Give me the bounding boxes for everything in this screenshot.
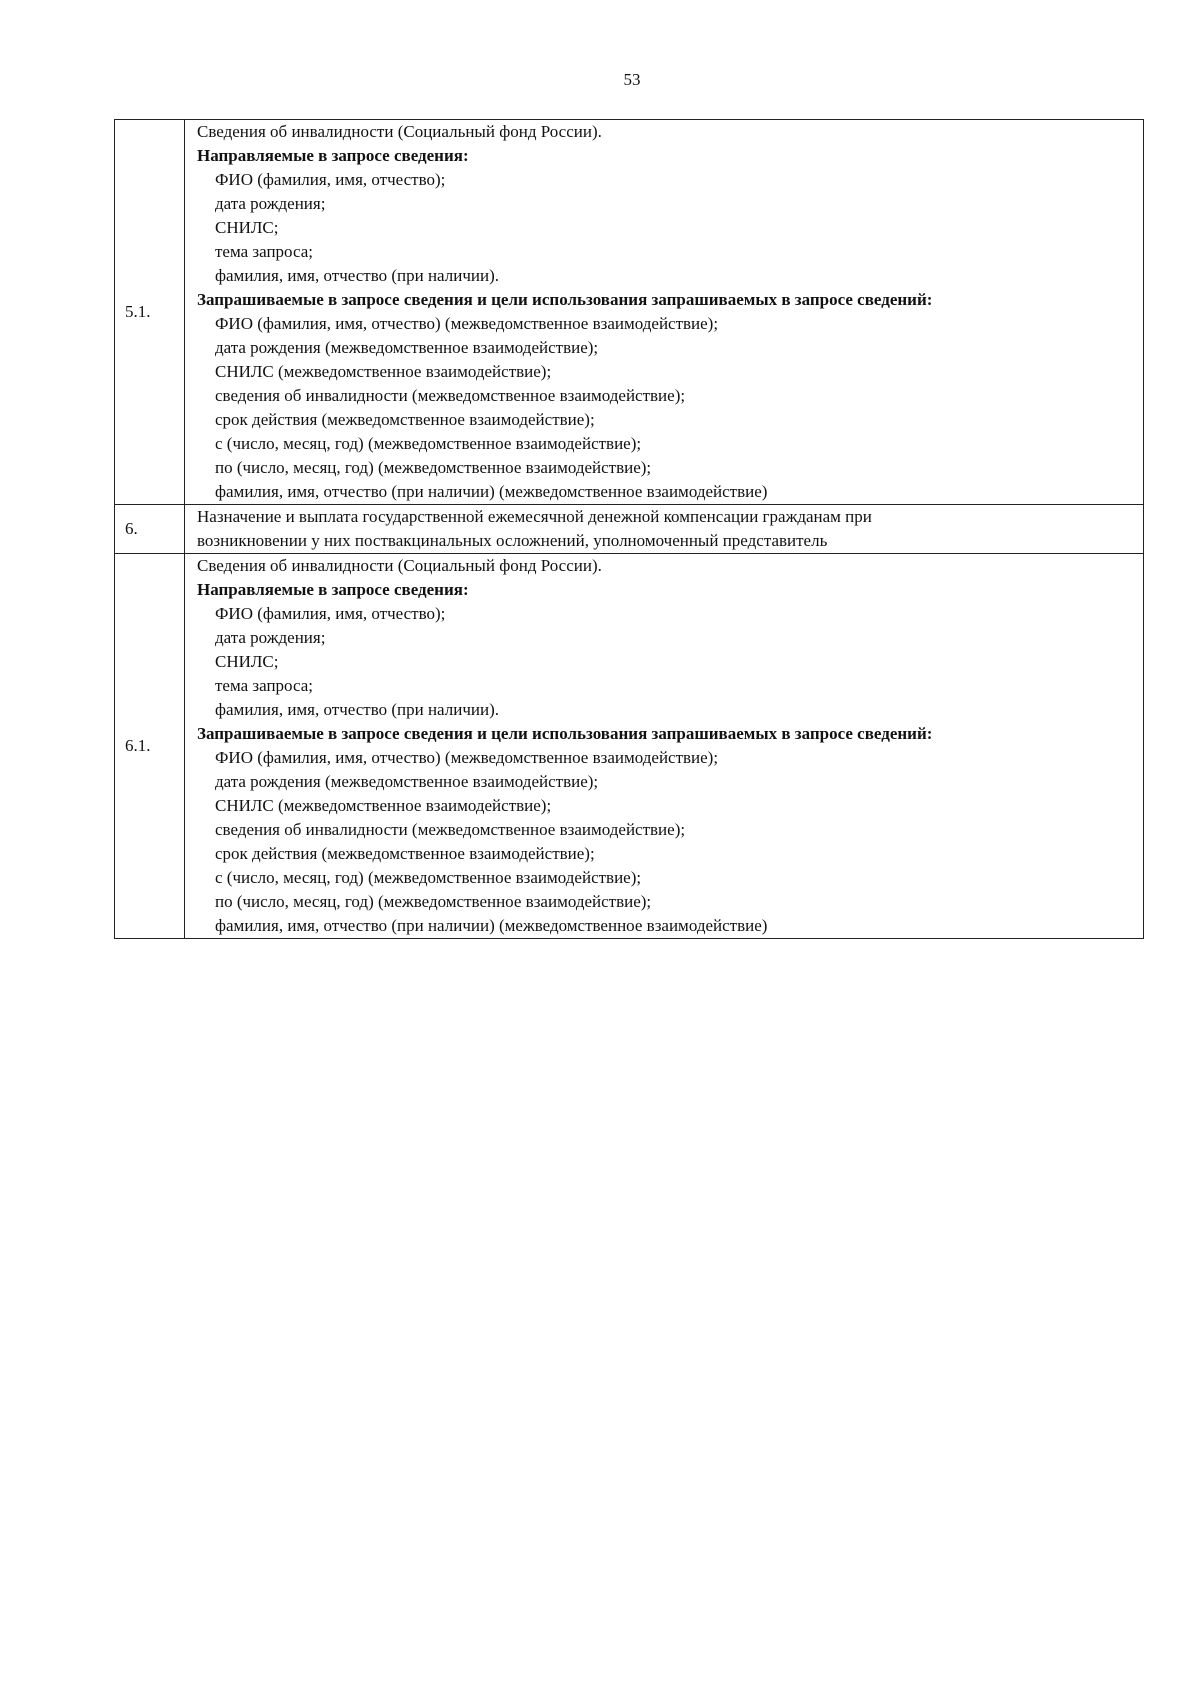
content-line: по (число, месяц, год) (межведомственное взаимодействие); [215, 892, 652, 911]
content-line: СНИЛС; [215, 218, 279, 237]
content-line: тема запроса; [215, 242, 313, 261]
row-content [185, 554, 1144, 939]
content-line: фамилия, имя, отчество (при наличии) (межведомственное взаимодействие) [215, 482, 768, 501]
content-line: дата рождения; [215, 194, 326, 213]
content-line: срок действия (межведомственное взаимодействие); [215, 844, 595, 863]
row-number: 6. [115, 505, 185, 554]
content-line: Сведения об инвалидности (Социальный фонд России). [197, 556, 602, 575]
content-line: СНИЛС (межведомственное взаимодействие); [215, 362, 552, 381]
content-line: фамилия, имя, отчество (при наличии). [215, 700, 499, 719]
content-line: СНИЛС; [215, 652, 279, 671]
content-line: ФИО (фамилия, имя, отчество) (межведомственное взаимодействие); [215, 314, 719, 333]
content-line: ФИО (фамилия, имя, отчество); [215, 604, 446, 623]
content-line: сведения об инвалидности (межведомственное взаимодействие); [215, 386, 686, 405]
content-line: дата рождения (межведомственное взаимодействие); [215, 338, 599, 357]
section-heading: Направляемые в запросе сведения: [197, 580, 469, 599]
row-number: 6.1. [115, 554, 185, 939]
content-line: срок действия (межведомственное взаимодействие); [215, 410, 595, 429]
content-line: дата рождения (межведомственное взаимодействие); [215, 772, 599, 791]
content-line: Сведения об инвалидности (Социальный фонд России). [197, 122, 602, 141]
section-heading: Направляемые в запросе сведения: [197, 146, 469, 165]
content-line: сведения об инвалидности (межведомственное взаимодействие); [215, 820, 686, 839]
content-line: с (число, месяц, год) (межведомственное взаимодействие); [215, 868, 642, 887]
section-heading: Запрашиваемые в запросе сведения и цели использования запрашиваемых в запросе сведений: [197, 290, 933, 309]
content-line: ФИО (фамилия, имя, отчество); [215, 170, 446, 189]
content-line: тема запроса; [215, 676, 313, 695]
content-line: фамилия, имя, отчество (при наличии) (межведомственное взаимодействие) [215, 916, 768, 935]
table-row [115, 554, 1144, 939]
content-line: по (число, месяц, год) (межведомственное взаимодействие); [215, 458, 652, 477]
table-row [115, 120, 1144, 505]
row-number: 5.1. [115, 120, 185, 505]
page-number: 53 [623, 70, 641, 89]
content-line: с (число, месяц, год) (межведомственное взаимодействие); [215, 434, 642, 453]
content-line: ФИО (фамилия, имя, отчество) (межведомственное взаимодействие); [215, 748, 719, 767]
row-content [185, 120, 1144, 505]
section-heading: Запрашиваемые в запросе сведения и цели использования запрашиваемых в запросе сведений: [197, 724, 933, 743]
row-content [185, 505, 1144, 554]
content-line: Назначение и выплата государственной ежемесячной денежной компенсации гражданам при [197, 507, 872, 526]
table-row [115, 505, 1144, 554]
content-line: дата рождения; [215, 628, 326, 647]
table-body [115, 120, 1144, 939]
content-line: фамилия, имя, отчество (при наличии). [215, 266, 499, 285]
content-line: возникновении у них поствакцинальных осложнений, уполномоченный представитель [197, 531, 828, 550]
content-line: СНИЛС (межведомственное взаимодействие); [215, 796, 552, 815]
document-table [114, 119, 1144, 939]
